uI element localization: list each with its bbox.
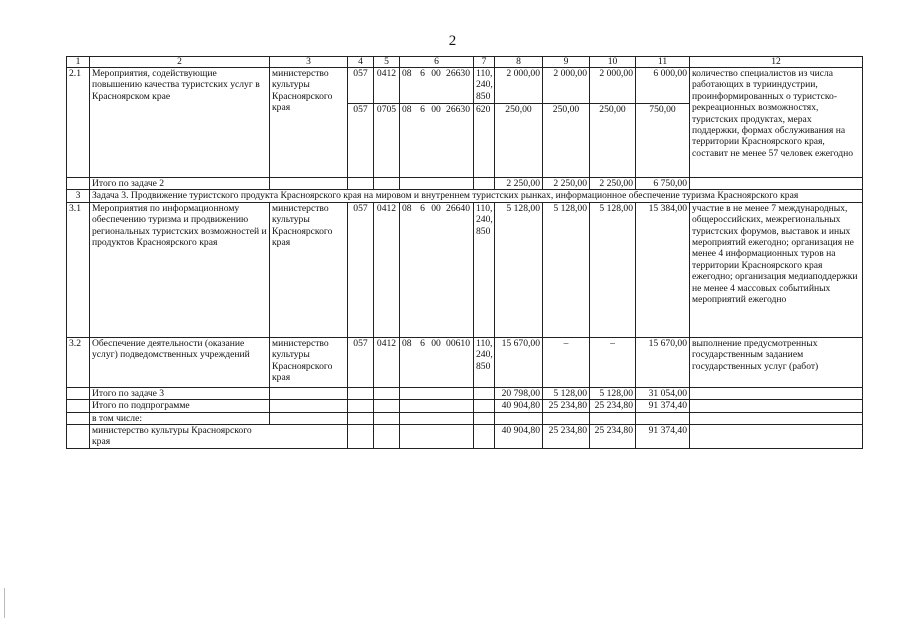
value-y3: 2 250,00 (590, 178, 636, 190)
table-row (67, 337, 863, 387)
task-heading: Задача 3. Продвижение туристского продукта Красноярского края на мировом и внутреннем туристских рынках, информационное обеспечение туризма Красноярского края (90, 190, 863, 202)
grbs-code: 057 (348, 337, 374, 387)
value-total: 91 374,40 (636, 400, 690, 412)
col-header: 11 (636, 57, 690, 68)
value-total: 31 054,00 (636, 387, 690, 399)
rzpr-code: 0412 (374, 337, 400, 387)
row-number: 3.2 (67, 337, 90, 387)
value-total: 15 670,00 (636, 337, 690, 387)
csr-code: 08 6 00 26630 (400, 104, 474, 178)
total-row (67, 425, 863, 449)
vr-code: 110, 240, 850 (474, 68, 495, 104)
rzpr-code: 0412 (374, 202, 400, 337)
col-header: 9 (543, 57, 590, 68)
value-total: 6 750,00 (636, 178, 690, 190)
expected-result: количество специалистов из числа работающих в турииндустрии, проинформированных о туристско-рекреационных возможностях, туристских продуктах, мерах поддержки, формах обслуживания на территории Красноярского края, составит не менее 57 человек ежегодно (690, 68, 863, 178)
value-y3: – (590, 337, 636, 387)
responsible-org: министерство культуры Красноярского края (270, 68, 348, 178)
total-row (67, 387, 863, 399)
value-y3: 25 234,80 (590, 425, 636, 449)
value-total: 6 000,00 (636, 68, 690, 104)
col-header: 1 (67, 57, 90, 68)
total-label: Итого по задаче 3 (90, 387, 270, 399)
value-total: 15 384,00 (636, 202, 690, 337)
value-y2: 2 250,00 (543, 178, 590, 190)
rzpr-code: 0705 (374, 104, 400, 178)
col-header: 8 (495, 57, 543, 68)
value-y1: 250,00 (495, 104, 543, 178)
measure-name: Мероприятия по информационному обеспечению туризма и продвижению региональных туристских возможностей и продуктов Красноярского края (90, 202, 270, 337)
value-y3: 5 128,00 (590, 387, 636, 399)
value-y2: 25 234,80 (543, 425, 590, 449)
value-y1: 2 250,00 (495, 178, 543, 190)
csr-code: 08 6 00 26630 (400, 68, 474, 104)
col-header: 10 (590, 57, 636, 68)
measure-name: Обеспечение деятельности (оказание услуг) подведомственных учреждений (90, 337, 270, 387)
total-row (67, 400, 863, 412)
value-total: 750,00 (636, 104, 690, 178)
col-header: 6 (400, 57, 474, 68)
expected-result: участие в не менее 7 международных, общероссийских, межрегиональных туристских форумов, выставок и иных мероприятий ежегодно; организация не менее 4 информационных туров на территории Красноярского края ежегодно; организация медиаподдержки не менее 4 массовых событийных мероприятий ежегодно (690, 202, 863, 337)
budget-table (66, 56, 863, 449)
vr-code: 110, 240, 850 (474, 202, 495, 337)
measure-name: Мероприятия, содействующие повышению качества туристских услуг в Красноярском крае (90, 68, 270, 178)
table-row (67, 202, 863, 337)
value-y2: – (543, 337, 590, 387)
col-header: 2 (90, 57, 270, 68)
value-total: 91 374,40 (636, 425, 690, 449)
value-y2: 5 128,00 (543, 202, 590, 337)
grbs-code: 057 (348, 202, 374, 337)
row-number: 3.1 (67, 202, 90, 337)
value-y3: 2 000,00 (590, 68, 636, 104)
col-header: 4 (348, 57, 374, 68)
value-y1: 20 798,00 (495, 387, 543, 399)
total-label: Итого по подпрограмме (90, 400, 270, 412)
csr-code: 08 6 00 00610 (400, 337, 474, 387)
value-y1: 15 670,00 (495, 337, 543, 387)
table-row (67, 68, 863, 104)
col-header: 7 (474, 57, 495, 68)
grbs-code: 057 (348, 68, 374, 104)
header-row (67, 57, 863, 68)
responsible-org: министерство культуры Красноярского края (270, 337, 348, 387)
vr-code: 620 (474, 104, 495, 178)
value-y3: 25 234,80 (590, 400, 636, 412)
value-y2: 5 128,00 (543, 387, 590, 399)
expected-result: выполнение предусмотренных государственным заданием государственных услуг (работ) (690, 337, 863, 387)
table-row (67, 412, 863, 424)
value-y1: 40 904,80 (495, 400, 543, 412)
value-y2: 2 000,00 (543, 68, 590, 104)
csr-code: 08 6 00 26640 (400, 202, 474, 337)
value-y1: 5 128,00 (495, 202, 543, 337)
row-number: 2.1 (67, 68, 90, 178)
task-heading-row (67, 190, 863, 202)
scan-edge-mark (4, 588, 5, 618)
value-y2: 25 234,80 (543, 400, 590, 412)
col-header: 5 (374, 57, 400, 68)
page-number: 2 (448, 33, 457, 49)
value-y3: 5 128,00 (590, 202, 636, 337)
total-label: министерство культуры Красноярского края (90, 425, 348, 449)
col-header: 12 (690, 57, 863, 68)
including-label: в том числе: (90, 412, 270, 424)
col-header: 3 (270, 57, 348, 68)
total-label: Итого по задаче 2 (90, 178, 270, 190)
value-y2: 250,00 (543, 104, 590, 178)
vr-code: 110, 240, 850 (474, 337, 495, 387)
rzpr-code: 0412 (374, 68, 400, 104)
total-row (67, 178, 863, 190)
responsible-org: министерство культуры Красноярского края (270, 202, 348, 337)
value-y1: 2 000,00 (495, 68, 543, 104)
value-y1: 40 904,80 (495, 425, 543, 449)
row-number: 3 (67, 190, 90, 202)
grbs-code: 057 (348, 104, 374, 178)
value-y3: 250,00 (590, 104, 636, 178)
